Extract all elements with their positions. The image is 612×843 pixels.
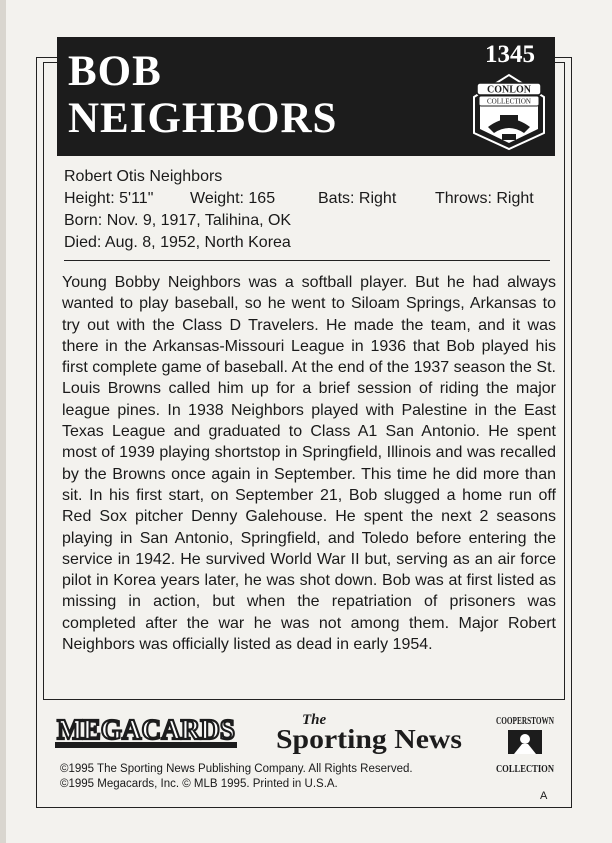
sporting-news-logo — [274, 708, 464, 754]
height: Height: 5'11" — [64, 190, 154, 207]
sporting-news-wordmark: Sporting News — [276, 724, 462, 754]
divider-rule — [64, 260, 550, 261]
conlon-line1: CONLON — [487, 84, 531, 96]
died: Died: Aug. 8, 1952, North Korea — [64, 234, 291, 251]
player-vitals — [64, 166, 556, 254]
megacards-logo — [53, 708, 239, 750]
bats: Bats: Right — [318, 190, 397, 207]
full-name: Robert Otis Neighbors — [64, 168, 223, 185]
conlon-collection-logo — [466, 71, 552, 151]
player-last-name: NEIGHBORS — [68, 95, 338, 142]
copyright-line-2: ©1995 Megacards, Inc. © MLB 1995. Printed in U.S.A. — [60, 778, 338, 790]
player-first-name: BOB — [68, 48, 162, 95]
megacards-wordmark: MEGACARDS — [57, 715, 235, 746]
copyright-line-1: ©1995 The Sporting News Publishing Company. All Rights Reserved. — [60, 763, 413, 775]
born: Born: Nov. 9, 1917, Talihina, OK — [64, 212, 292, 229]
variant-letter: A — [540, 790, 548, 802]
card-edge — [0, 0, 6, 843]
weight: Weight: 165 — [190, 190, 276, 207]
biography-text: Young Bobby Neighbors was a softball player. But he had always wanted to play baseball, so he went to Siloam Springs, Arkansas to try out with the Class D Travelers. He made the team, and it was there in the Arkansas-Missouri League in 1936 that Bob played his first complete game of baseball. At the end of the 1937 season the St. Louis Browns called him up for a brief session of riding the major league pines. In 1938 Neighbors played with Palestine in the East Texas League and graduated to Class A1 San Antonio. He spent most of 1939 playing shortstop in Springfield, Illinois and was recalled by the Browns once again in September. This time he did more than sit. In his first start, on September 21, Bob slugged a home run off Red Sox pitcher Denny Galehouse. He spent the next 2 seasons playing in San Antonio, Springfield, and Toledo before entering the service in 1942. He survived World War II but, serving as an air force pilot in Korea years later, he was shot down. Bob was at first listed as missing in action, but when the repatriation of prisoners was completed after the war he was not among them. Major Robert Neighbors was officially listed as dead in early 1954. — [62, 274, 556, 654]
cooperstown-line1: COOPERSTOWN — [496, 716, 555, 727]
card-number: 1345 — [485, 41, 535, 68]
copyright-footer — [60, 762, 500, 792]
sporting-news-the: The — [302, 712, 327, 728]
cooperstown-collection-logo — [494, 710, 556, 778]
throws: Throws: Right — [435, 190, 534, 207]
cooperstown-line2: COLLECTION — [496, 764, 555, 775]
conlon-line2: COLLECTION — [487, 97, 531, 106]
